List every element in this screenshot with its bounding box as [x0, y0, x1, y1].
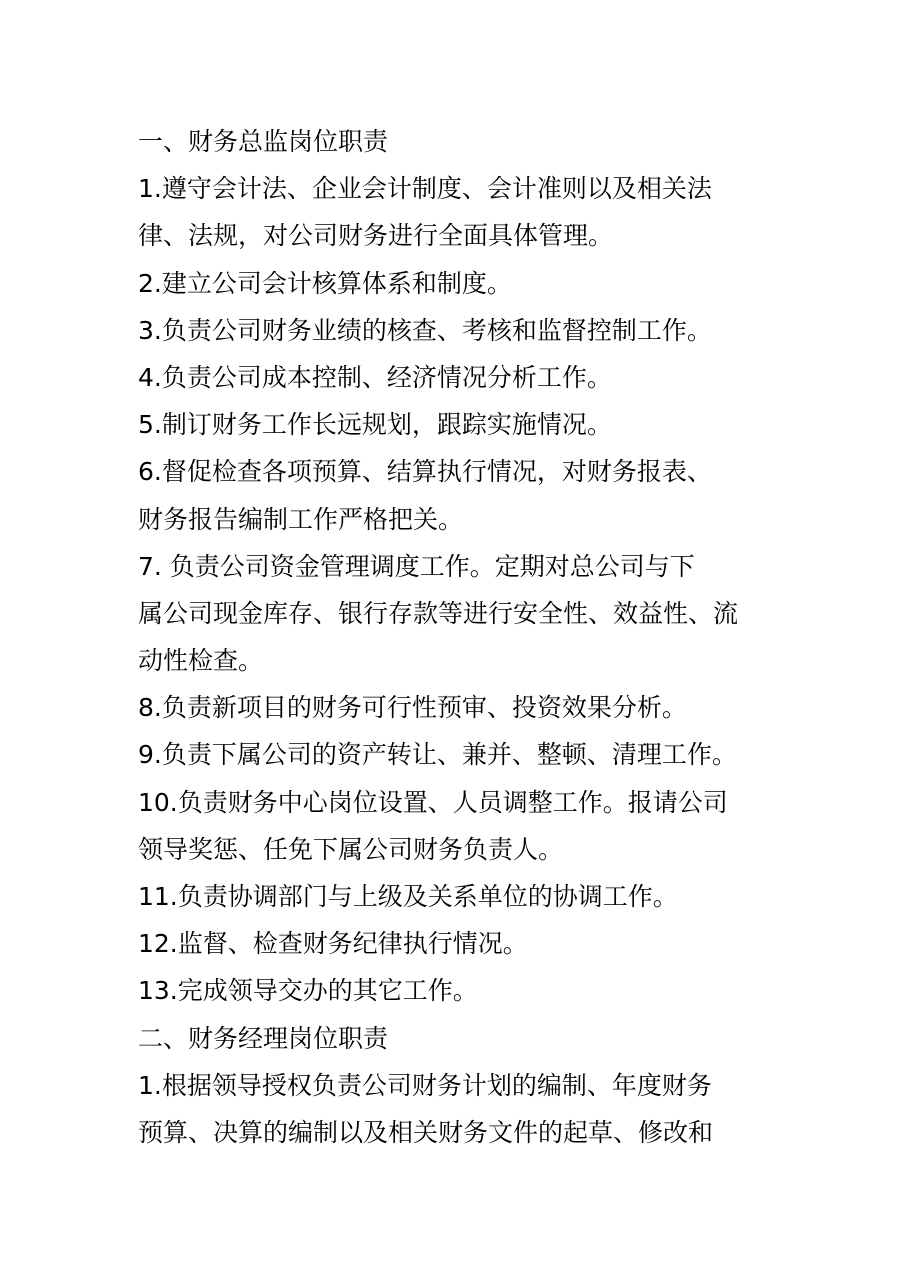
document-body — [138, 118, 788, 1156]
section-heading: 一、财务总监岗位职责 — [138, 127, 389, 156]
text-line: 4.负责公司成本控制、经济情况分析工作。 — [138, 362, 612, 392]
text-line: 3.负责公司财务业绩的核查、考核和监督控制工作。 — [138, 315, 712, 345]
text-line: 9.负责下属公司的资产转让、兼并、整顿、清理工作。 — [138, 740, 737, 770]
text-line: 1.遵守会计法、企业会计制度、会计准则以及相关法 — [138, 174, 712, 204]
text-line: 5.制订财务工作长远规划，跟踪实施情况。 — [138, 410, 612, 440]
text-line: 1.根据领导授权负责公司财务计划的编制、年度财务 — [138, 1070, 712, 1100]
text-line: 13.完成领导交办的其它工作。 — [138, 976, 478, 1006]
text-line: 财务报告编制工作严格把关。 — [138, 504, 464, 534]
text-line: 7. 负责公司资金管理调度工作。定期对总公司与下 — [138, 551, 695, 581]
text-line: 11.负责协调部门与上级及关系单位的协调工作。 — [138, 882, 678, 911]
text-line: 2.建立公司会计核算体系和制度。 — [138, 268, 512, 298]
text-line: 6.督促检查各项预算、结算执行情况，对财务报表、 — [138, 457, 712, 487]
text-line: 动性检查。 — [138, 646, 264, 676]
text-line: 律、法规，对公司财务进行全面具体管理。 — [138, 221, 614, 251]
text-line: 8.负责新项目的财务可行性预审、投资效果分析。 — [138, 693, 687, 723]
text-line: 预算、决算的编制以及相关财务文件的起草、修改和 — [138, 1117, 714, 1147]
text-line: 领导奖惩、任免下属公司财务负责人。 — [138, 834, 564, 864]
section-heading: 二、财务经理岗位职责 — [138, 1023, 389, 1053]
text-line: 10.负责财务中心岗位设置、人员调整工作。报请公司 — [138, 787, 728, 817]
text-line: 属公司现金库存、银行存款等进行安全性、效益性、流 — [138, 598, 739, 628]
text-line: 12.监督、检查财务纪律执行情况。 — [138, 929, 528, 959]
